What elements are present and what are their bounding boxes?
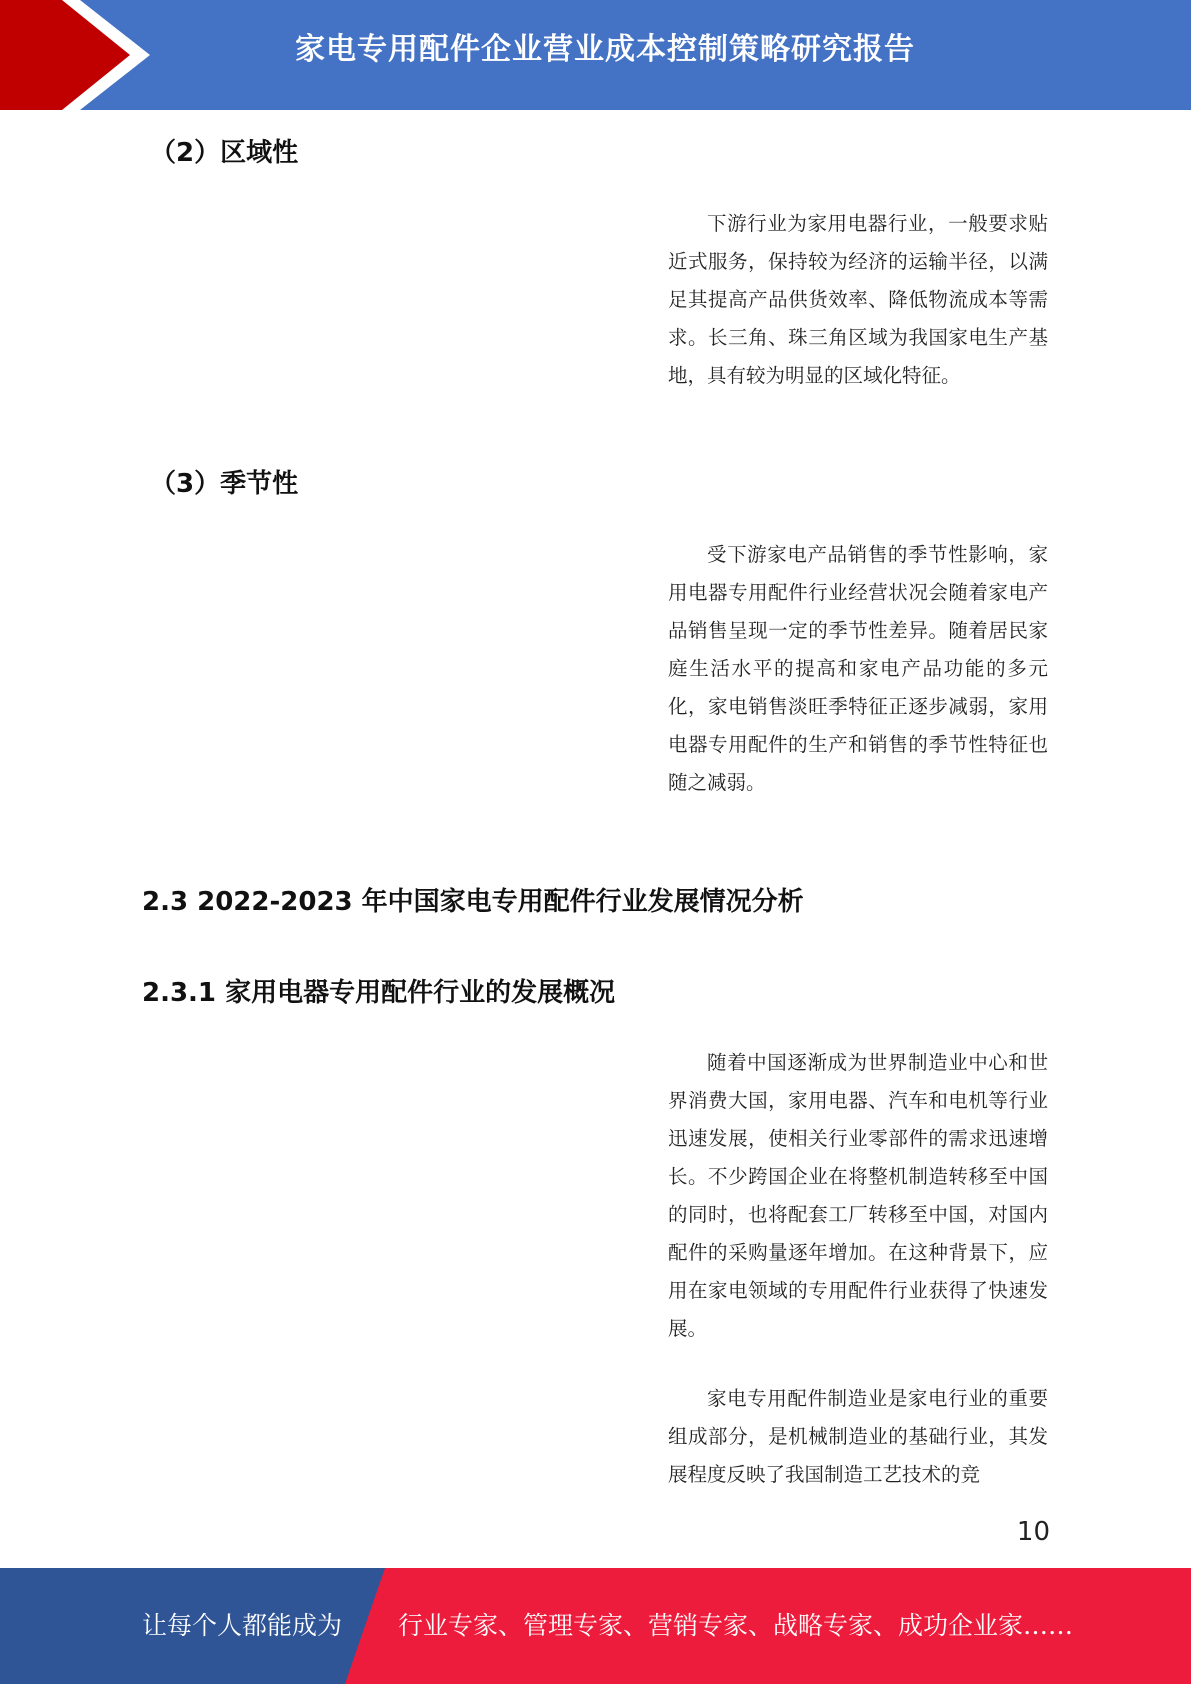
footer-slogan-right: 行业专家、管理专家、营销专家、战略专家、成功企业家…… xyxy=(398,1611,1074,1640)
footer-slogan-left: 让每个人都能成为 xyxy=(142,1611,343,1640)
paragraph-overview-2: 家电专用配件制造业是家电行业的重要组成部分，是机械制造业的基础行业，其发展程度反映了我国制造工艺技术的竞 xyxy=(668,1387,1048,1486)
section-heading-seasonal: （3）季节性 xyxy=(150,469,299,499)
page-number: 10 xyxy=(1016,1517,1050,1547)
section-heading-regional: （2）区域性 xyxy=(150,138,299,168)
paragraph-regional: 下游行业为家用电器行业，一般要求贴近式服务，保持较为经济的运输半径，以满足其提高产品供货效率、降低物流成本等需求。长三角、珠三角区域为我国家电生产基地，具有较为明显的区域化特征。 xyxy=(668,212,1048,387)
report-title: 家电专用配件企业营业成本控制策略研究报告 xyxy=(295,32,915,67)
page-footer xyxy=(0,1568,1191,1684)
page-header xyxy=(0,0,1191,110)
section-heading-analysis: 2.3 2022-2023 年中国家电专用配件行业发展情况分析 xyxy=(142,887,804,917)
paragraph-overview-1: 随着中国逐渐成为世界制造业中心和世界消费大国，家用电器、汽车和电机等行业迅速发展，使相关行业零部件的需求迅速增长。不少跨国企业在将整机制造转移至中国的同时，也将配套工厂转移至中国，对国内配件的采购量逐年增加。在这种背景下，应用在家电领域的专用配件行业获得了快速发展。 xyxy=(668,1051,1048,1340)
section-heading-overview: 2.3.1 家用电器专用配件行业的发展概况 xyxy=(142,978,616,1008)
paragraph-seasonal: 受下游家电产品销售的季节性影响，家用电器专用配件行业经营状况会随着家电产品销售呈现一定的季节性差异。随着居民家庭生活水平的提高和家电产品功能的多元化，家电销售淡旺季特征正逐步减弱，家用电器专用配件的生产和销售的季节性特征也随之减弱。 xyxy=(668,543,1048,794)
